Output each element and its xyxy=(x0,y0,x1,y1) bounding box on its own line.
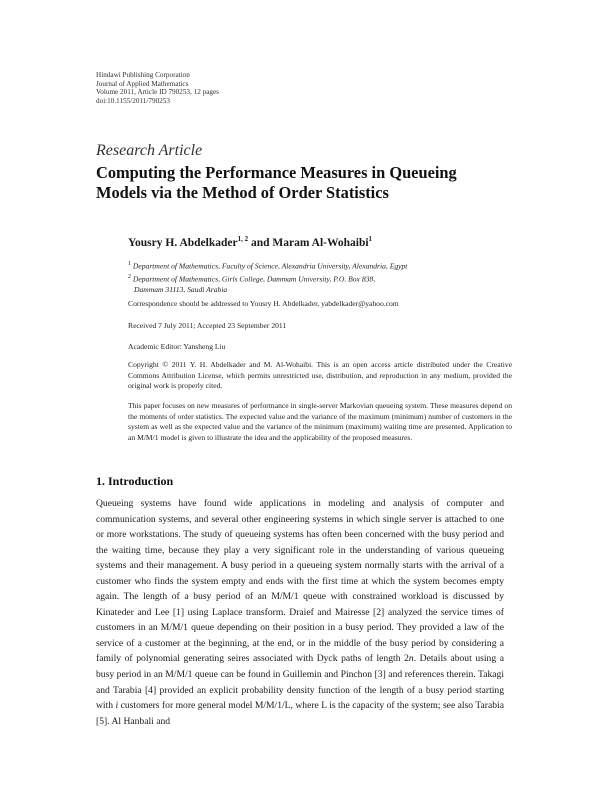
title-line-2: Models via the Method of Order Statistics xyxy=(96,183,389,202)
abstract: This paper focuses on new measures of performance in single-server Markovian queueing system. These measures depend on the moments of order statistics. The expected value and the variance of the maximum (minimum) number of customers in the system as well as the expected value and the variance of the minimum (maximum) waiting time are presented. Application to an M/M/1 model is given to illustrate the idea and the applicability of the proposed measures. xyxy=(128,401,512,442)
author-2-affil: 1 xyxy=(368,235,373,243)
academic-editor: Academic Editor: Yansheng Liu xyxy=(128,342,226,351)
volume-line: Volume 2011, Article ID 790253, 12 pages xyxy=(96,88,219,97)
introduction-paragraph: Queueing systems have found wide applications in modeling and analysis of computer and communication systems, and several other engineering systems in which single server is attached to one or more workstations. The study of queueing systems has often been concerned with the busy period and the waiting time, because they play a very significant role in the understanding of various queueing systems and their management. A busy period in a queueing system normally starts with the arrival of a customer who finds the system empty and ends with the first time at which the system becomes empty again. The length of a busy period of an M/M/1 queue with constrained workload is discussed by Kinateder and Lee [1] using Laplace transform. Draief and Mairesse [2] analyzed the service times of customers in an M/M/1 queue depending on their position in a busy period. They provided a law of the service of a customer at the beginning, at the end, or in the middle of the busy period by considering a family of polynomial generating seires associated with Dyck paths of length 2n. Details about using a busy period in an M/M/1 queue can be found in Guillemin and Pinchon [3] and references therein. Takagi and Tarabia [4] provided an explicit probability density function of the length of a busy period starting with i customers for more general model M/M/1/L, where L is the capacity of the system; see also Tarabia [5]. Al Hanbali and xyxy=(96,498,504,727)
affiliation-2: $^2$ Department of Mathematics, Girls College, Dammam University, P.O. Box 838, xyxy=(128,274,376,284)
journal-header xyxy=(96,71,219,105)
author-conjunction: and xyxy=(248,236,273,249)
publisher-line: Hindawi Publishing Corporation xyxy=(96,71,190,79)
authors xyxy=(128,235,372,249)
article-type: Research Article xyxy=(96,142,203,159)
affiliation-2-cont: Dammam 31113, Saudi Arabia xyxy=(134,285,228,295)
journal-line: Journal of Applied Mathematics xyxy=(96,79,189,88)
correspondence: Correspondence should be addressed to Yousry H. Abdelkader, yabdelkader@yahoo.com xyxy=(128,299,399,308)
author-1-affil: 1, 2 xyxy=(237,235,249,243)
title-line-1: Computing the Performance Measures in Queueing xyxy=(96,163,457,182)
author-2: Maram Al-Wohaibi xyxy=(272,236,369,249)
doi-line[interactable]: doi:10.1155/2011/790253 xyxy=(96,96,170,105)
received-dates: Received 7 July 2011; Accepted 23 September 2011 xyxy=(128,321,287,330)
section-heading-introduction: 1. Introduction xyxy=(96,474,174,488)
affiliations xyxy=(128,259,528,296)
copyright-notice: Copyright © 2011 Y. H. Abdelkader and M. Al-Wohaibi. This is an open access article distributed under the Creative Commons Attribution License, which permits unrestricted use, distribution, and reproduction in any medium, provided the original work is properly cited. xyxy=(128,360,512,390)
paper-title xyxy=(96,163,516,203)
author-1: Yousry H. Abdelkader xyxy=(128,236,238,249)
affiliation-1: $^1$ Department of Mathematics, Faculty of Science, Alexandria University, Alexandria, Egypt xyxy=(128,261,408,271)
